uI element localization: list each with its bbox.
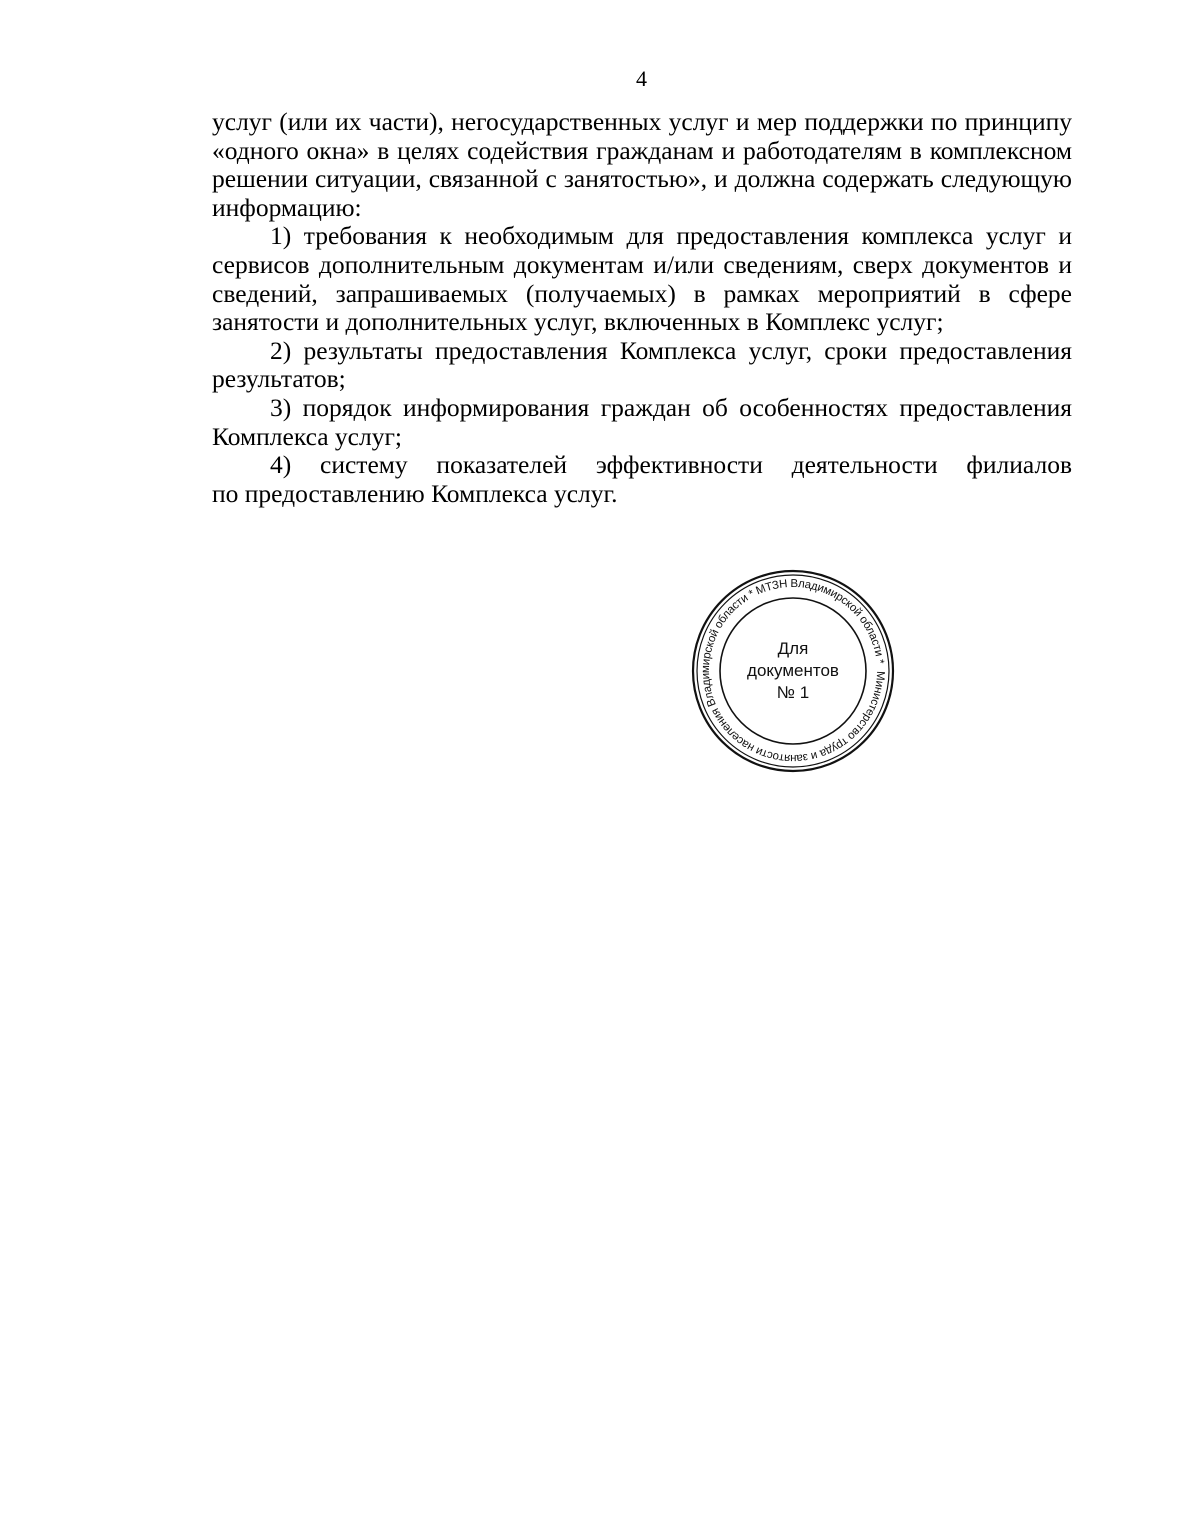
stamp-center-line-2: документов [747, 661, 839, 680]
list-item-4-line-1: 4) систему показателей эффективности деятельности филиалов [270, 450, 1072, 480]
list-item-2: 2) результаты предоставления Комплекса услуг, сроки предоставления результатов; [212, 335, 1072, 394]
stamp-seal [690, 568, 896, 774]
page-number: 4 [636, 66, 647, 91]
list-item-4-line-2: по предоставлению Комплекса услуг. [212, 478, 618, 508]
list-item-1: 1) требования к необходимым для предоставления комплекса услуг и сервисов дополнительным документам и/или сведениям, сверх документов и сведений, запрашиваемых (получаемых) в рамках мероприятий в сфере занятости и дополнительных услуг, включенных в Комплекс услуг; [212, 221, 1072, 337]
official-stamp [690, 568, 896, 774]
list-item-3: 3) порядок информирования граждан об особенностях предоставления Комплекса услуг; [212, 392, 1072, 451]
stamp-center-line-3: № 1 [776, 683, 810, 702]
document-body [212, 108, 1072, 508]
stamp-center-line-1: Для [777, 639, 809, 658]
intro-paragraph: услуг (или их части), негосударственных услуг и мер поддержки по принципу «одного окна» в целях содействия гражданам и работодателям в комплексном решении ситуации, связанной с занятостью», и должна содержать следующую информацию: [212, 107, 1072, 222]
stamp-ring-textpath: Министерство труда и занятости населения Владимирской области * МТЗН Владимирской области * [699, 577, 887, 765]
